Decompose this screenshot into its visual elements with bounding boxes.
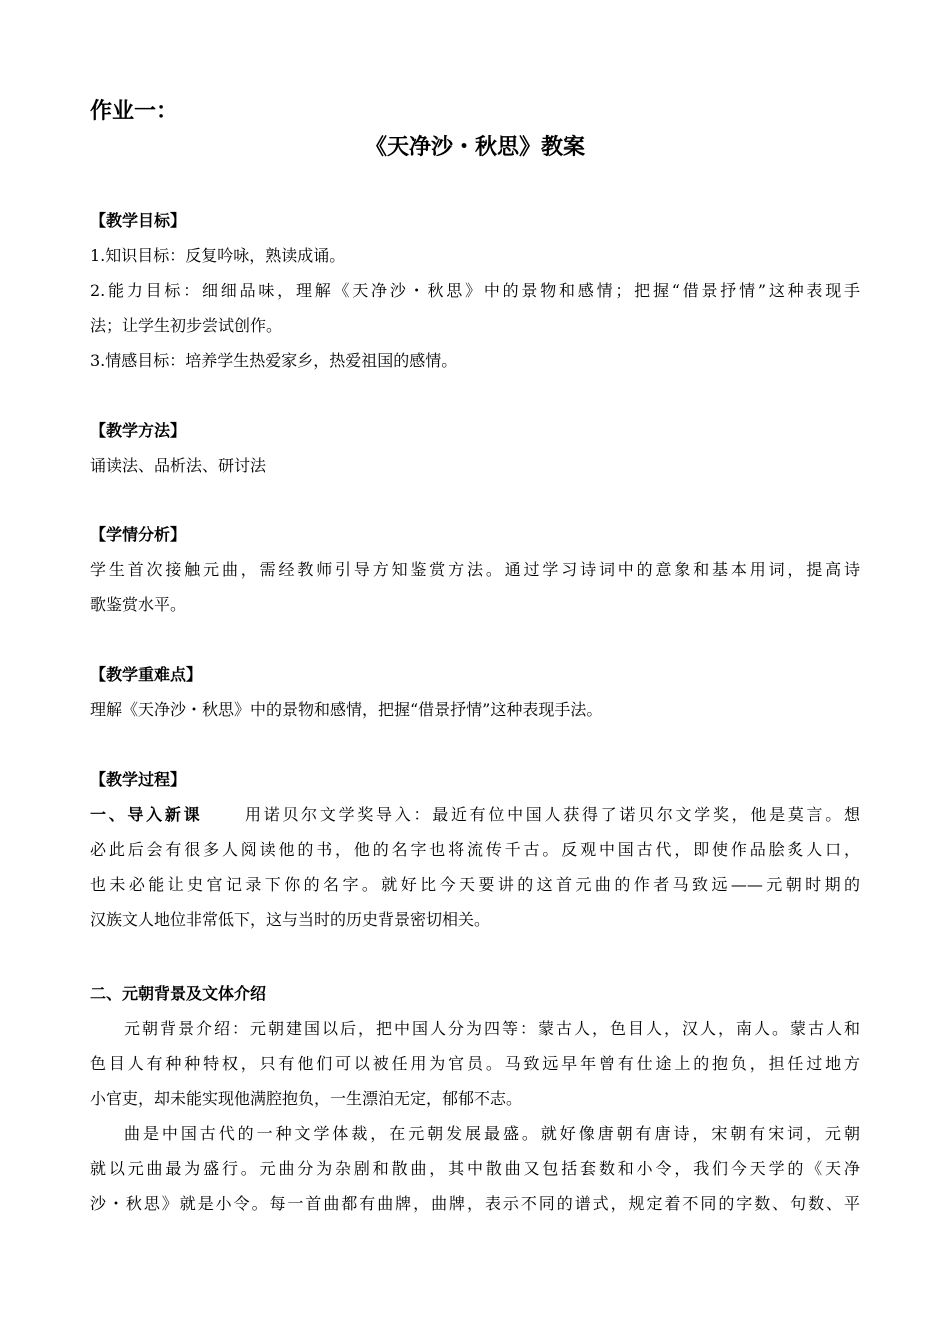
goal-line: 3.情感目标：培养学生热爱家乡，热爱祖国的感情。 [90,351,458,370]
difficulty-line: 理解《天净沙・秋思》中的景物和感情，把握“借景抒情”这种表现手法。 [90,700,603,719]
part1-label: 一、导入新课 [90,805,203,824]
section-difficulty [90,657,860,727]
section-heading: 【教学方法】 [90,421,187,440]
section-heading: 【教学目标】 [90,211,187,230]
part2-label: 二、元朝背景及文体介绍 [90,984,267,1003]
analysis-line: 歌鉴赏水平。 [90,595,187,614]
section-heading: 【学情分析】 [90,525,187,544]
background-line: 色目人有种种特权，只有他们可以被任用为官员。马致远早年曾有仕途上的抱负，担任过地方 [90,1054,860,1073]
section-heading: 【教学过程】 [90,770,187,789]
goal-line: 1.知识目标：反复吟咏，熟读成诵。 [90,246,346,265]
section-background [90,976,860,1221]
section-process [90,762,860,937]
assignment-heading: 作业一： [90,99,179,124]
background-line: 元朝背景介绍：元朝建国以后，把中国人分为四等：蒙古人，色目人，汉人，南人。蒙古人和 [124,1019,860,1038]
process-line: 也未必能让史官记录下你的名字。就好比今天要讲的这首元曲的作者马致远——元朝时期的 [90,875,860,894]
goal-line: 2.能力目标：细细品味，理解《天净沙・秋思》中的景物和感情；把握“借景抒情”这种表现手 [90,281,860,300]
process-line: 必此后会有很多人阅读他的书，他的名字也将流传千古。反观中国古代，即使作品脍炙人口， [90,840,860,859]
goal-line: 法；让学生初步尝试创作。 [90,316,283,335]
analysis-line: 学生首次接触元曲，需经教师引导方知鉴赏方法。通过学习诗词中的意象和基本用词，提高诗 [90,560,860,579]
section-goals [90,203,860,378]
genre-line: 就以元曲最为盛行。元曲分为杂剧和散曲，其中散曲又包括套数和小令，我们今天学的《天净 [90,1159,860,1178]
genre-line: 沙・秋思》就是小令。每一首曲都有曲牌，曲牌，表示不同的谱式，规定着不同的字数、句数、平 [90,1194,860,1213]
process-line: 汉族文人地位非常低下，这与当时的历史背景密切相关。 [90,910,491,929]
process-part1-first-line [90,797,860,832]
section-heading: 【教学重难点】 [90,665,203,684]
genre-line: 曲是中国古代的一种文学体裁，在元朝发展最盛。就好像唐朝有唐诗，宋朝有宋词，元朝 [124,1124,860,1143]
background-line: 小官吏，却未能实现他满腔抱负，一生漂泊无定，郁郁不志。 [90,1089,523,1108]
document-title: 《天净沙・秋思》教案 [364,135,585,160]
section-methods [90,413,860,483]
section-analysis [90,517,860,622]
part1-text: 用诺贝尔文学奖导入：最近有位中国人获得了诺贝尔文学奖，他是莫言。想 [242,805,860,824]
methods-line: 诵读法、品析法、研讨法 [90,456,267,475]
